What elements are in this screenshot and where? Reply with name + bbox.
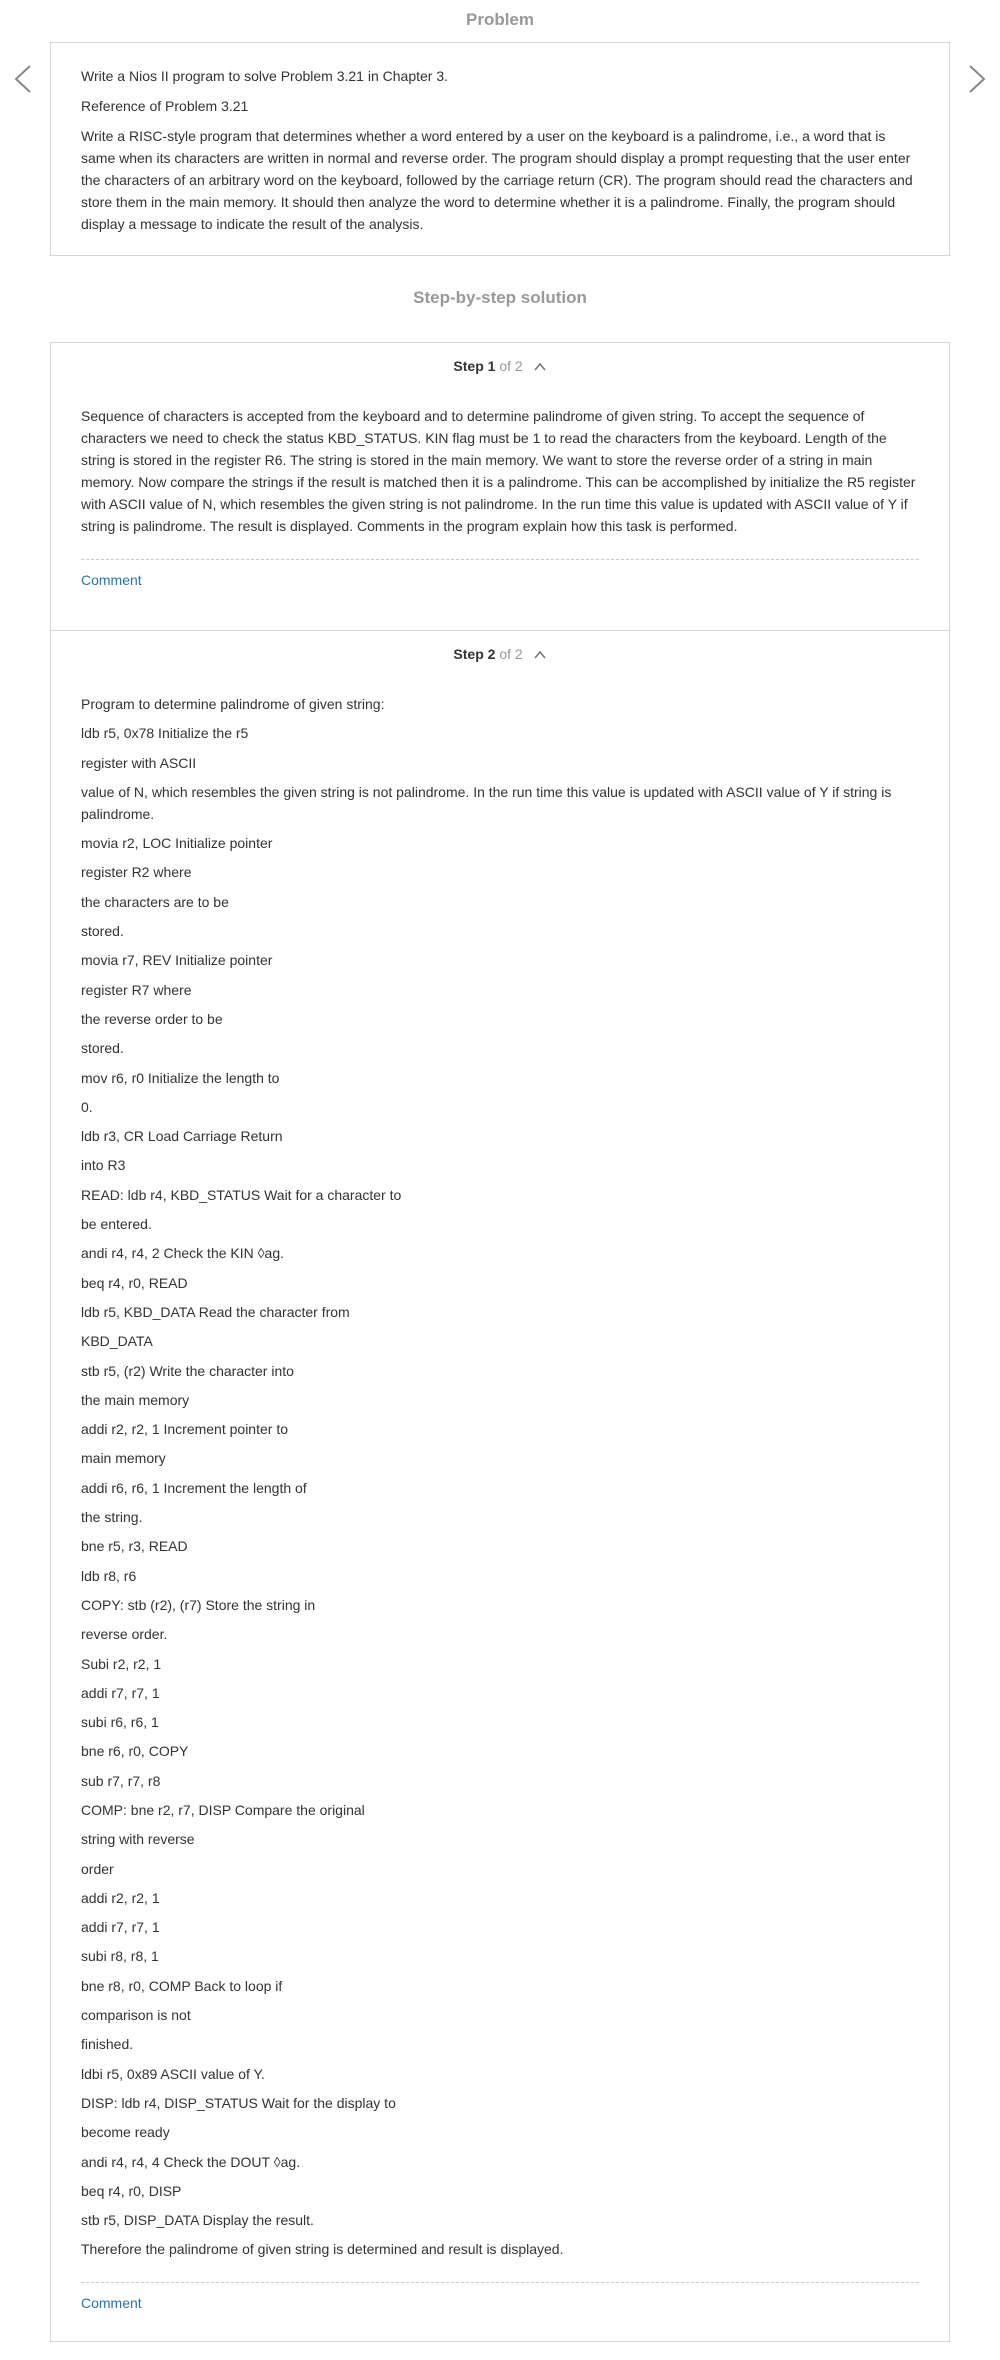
code-line: COMP: bne r2, r7, DISP Compare the original	[81, 1801, 365, 1818]
step-number: 2	[487, 646, 496, 662]
code-line: the string.	[81, 1509, 143, 1526]
chevron-up-icon[interactable]	[533, 360, 547, 374]
code-line: bne r8, r0, COMP Back to loop if	[81, 1977, 283, 1994]
chevron-up-icon[interactable]	[533, 648, 547, 662]
code-line: Therefore the palindrome of given string is determined and result is displayed.	[81, 2241, 564, 2258]
code-line: addi r2, r2, 1 Increment pointer to	[81, 1421, 288, 1438]
problem-text: Write a RISC-style program that determines whether a word entered by a user on the keyboard is a palindrome, i.e., a word that is same when its characters are written in normal and reverse order. The program should display a prompt requesting that the user enter the characters of an arbitrary word on the keyboard, followed by the carriage return (CR). The program should read the characters and store them in the main memory. It should then analyze the word to determine whether it is a palindrome. Finally, the program should display a message to indicate the result of the analysis.	[81, 128, 913, 232]
code-line: beq r4, r0, READ	[81, 1274, 188, 1291]
step-label: Step	[453, 646, 484, 662]
code-line: DISP: ldb r4, DISP_STATUS Wait for the display to	[81, 2094, 396, 2111]
code-line: value of N, which resembles the given string is not palindrome. In the run time this value is updated with ASCII value of Y if string is palindrome.	[81, 783, 892, 822]
step-label: Step	[453, 358, 484, 374]
step-2	[51, 631, 949, 2341]
code-line: register R7 where	[81, 981, 192, 998]
code-line: register with ASCII	[81, 754, 197, 771]
code-line: 0.	[81, 1098, 93, 1115]
comment-link[interactable]: Comment	[81, 572, 142, 588]
step-number: 1	[487, 358, 496, 374]
divider	[81, 2282, 919, 2283]
code-line: stb r5, (r2) Write the character into	[81, 1362, 294, 1379]
step-of-total: of 2	[499, 646, 523, 662]
code-line: stb r5, DISP_DATA Display the result.	[81, 2212, 314, 2229]
code-line: into R3	[81, 1157, 126, 1174]
code-line: reverse order.	[81, 1626, 168, 1643]
code-line: ldb r5, KBD_DATA Read the character from	[81, 1303, 350, 1320]
code-line: READ: ldb r4, KBD_STATUS Wait for a character to	[81, 1186, 402, 1203]
code-line: addi r7, r7, 1	[81, 1684, 160, 1701]
code-line: ldb r3, CR Load Carriage Return	[81, 1128, 283, 1145]
code-line: beq r4, r0, DISP	[81, 2182, 182, 2199]
code-line: be entered.	[81, 1216, 152, 1233]
code-line: mov r6, r0 Initialize the length to	[81, 1069, 280, 1086]
code-line: register R2 where	[81, 864, 192, 881]
chevron-right-icon[interactable]	[958, 62, 992, 96]
step-1	[51, 343, 949, 631]
code-line: the reverse order to be	[81, 1010, 223, 1027]
code-line: finished.	[81, 2036, 134, 2053]
code-line: movia r2, LOC Initialize pointer	[81, 835, 273, 852]
code-line: bne r6, r0, COPY	[81, 1743, 189, 1760]
code-line: COPY: stb (r2), (r7) Store the string in	[81, 1596, 316, 1613]
code-line: the characters are to be	[81, 893, 229, 910]
solution-title: Step-by-step solution	[413, 288, 587, 307]
code-line: ldb r8, r6	[81, 1567, 137, 1584]
code-line: subi r6, r6, 1	[81, 1714, 159, 1731]
code-line: string with reverse	[81, 1831, 195, 1848]
code-line: andi r4, r4, 4 Check the DOUT ◊ag.	[81, 2153, 301, 2170]
code-line: the main memory	[81, 1391, 190, 1408]
problem-title: Problem	[465, 10, 535, 29]
step-1-header[interactable]	[81, 343, 919, 377]
code-line: stored.	[81, 923, 124, 940]
code-line: movia r7, REV Initialize pointer	[81, 952, 273, 969]
code-line: addi r6, r6, 1 Increment the length of	[81, 1479, 307, 1496]
code-line: andi r4, r4, 2 Check the KIN ◊ag.	[81, 1245, 285, 1262]
code-line: addi r2, r2, 1	[81, 1889, 160, 1906]
chevron-left-icon[interactable]	[8, 62, 42, 96]
code-line: main memory	[81, 1450, 166, 1467]
step-1-body	[81, 405, 919, 537]
code-line: stored.	[81, 1040, 124, 1057]
solution-box	[50, 342, 950, 2342]
step-of-total: of 2	[499, 358, 523, 374]
code-line: order	[81, 1860, 114, 1877]
problem-text: Reference of Problem 3.21	[81, 98, 249, 114]
code-line: ldb r5, 0x78 Initialize the r5	[81, 725, 249, 742]
comment-link[interactable]: Comment	[81, 2295, 142, 2312]
code-line: Subi r2, r2, 1	[81, 1655, 162, 1672]
code-line: ldbi r5, 0x89 ASCII value of Y.	[81, 2065, 265, 2082]
divider	[81, 559, 919, 560]
step-2-body	[81, 693, 919, 2260]
problem-box	[50, 42, 950, 256]
code-line: bne r5, r3, READ	[81, 1538, 188, 1555]
code-line: become ready	[81, 2124, 170, 2141]
step-2-header[interactable]	[81, 631, 919, 665]
code-line: sub r7, r7, r8	[81, 1772, 161, 1789]
code-line: Program to determine palindrome of given string:	[81, 696, 385, 712]
code-line: subi r8, r8, 1	[81, 1948, 159, 1965]
code-line: comparison is not	[81, 2007, 191, 2024]
code-line: KBD_DATA	[81, 1333, 153, 1350]
code-line: addi r7, r7, 1	[81, 1919, 160, 1936]
step-text: Sequence of characters is accepted from the keyboard and to determine palindrome of given string. To accept the sequence of characters we need to check the status KBD_STATUS. KIN flag must be 1 to read the characters from the keyboard. Length of the string is stored in the register R6. The string is stored in the main memory. We want to store the reverse order of a string in main memory. Now compare the strings if the result is matched then it is a palindrome. This can be accomplished by initialize the R5 register with ASCII value of N, which resembles the given string is not palindrome. In the run time this value is updated with ASCII value of Y if string is palindrome. The result is displayed. Comments in the program explain how this task is performed.	[81, 408, 916, 534]
problem-text: Write a Nios II program to solve Problem 3.21 in Chapter 3.	[81, 68, 449, 84]
